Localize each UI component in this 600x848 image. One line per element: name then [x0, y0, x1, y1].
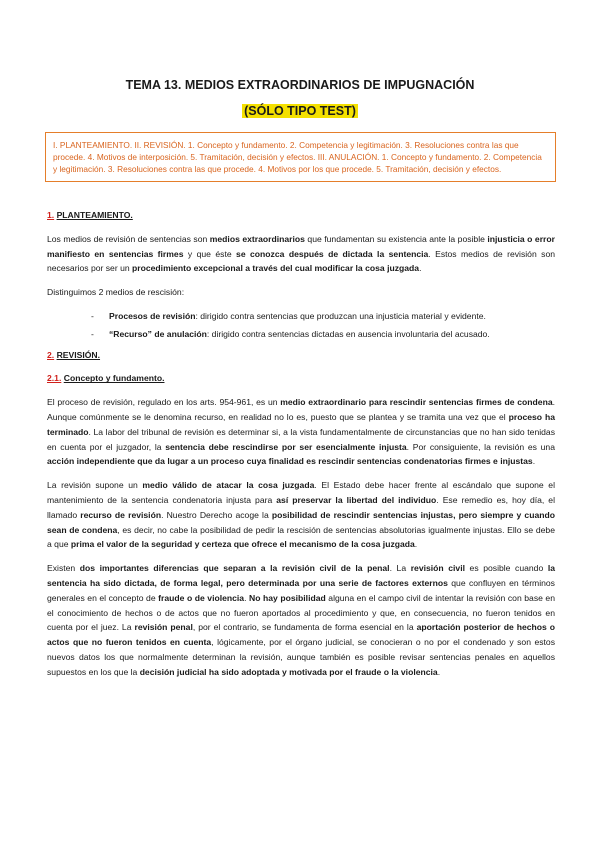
section-title: REVISIÓN. [56, 349, 101, 360]
section-title: PLANTEAMIENTO. [56, 210, 133, 220]
subsection-title: Concepto y fundamento. [63, 373, 165, 384]
rescission-list [47, 309, 555, 342]
subtitle-highlight: (SÓLO TIPO TEST) [244, 104, 356, 118]
paragraph-3: El proceso de revisión, regulado en los arts. 954-961, es un medio extraordinario para rescindir sentencias firmes de condena. Aunque comúnmente se le denomina recurso, en realidad no lo es, puesto que se plantea y se tramita una vez que el proceso ha terminado. La labor del tribunal de revisión es determinar si, a la vista fundamentalmente de circunstancias que no han sido tenidas en cuenta por el juzgador, la sentencia debe rescindirse por ser esencialmente injusta. Por consiguiente, la revisión es una acción independiente que da lugar a un proceso cuya finalidad es rescindir sentencias condenatorias firmes e injustas. [47, 397, 555, 467]
paragraph-5: Existen dos importantes diferencias que separan a la revisión civil de la penal. La revisión civil es posible cuando la sentencia ha sido dictada, de forma legal, pero determinada por una serie de factores externos que confluyen en términos generales en el concepto de fraude o de violencia. No hay posibilidad alguna en el campo civil de intentar la revisión con base en el conocimiento de hechos o de actos que no fueron aportados al procedimiento y que, en consecuencia, no fueron tenidos en cuenta por el juez. La revisión penal, por el contrario, se fundamenta de forma esencial en la aportación posterior de hechos o actos que no fueron tenidos en cuenta, lógicamente, por el órgano judicial, se conocieran o no por el condenado y son estos nuevos datos los que normalmente determinan la revisión, aunque también es posible revisar sentencias penales en aquellos supuestos en los que la decisión judicial ha sido adoptada y motivada por el fraude o la violencia. [47, 563, 556, 677]
section-heading-revision [47, 348, 555, 363]
paragraph-2: Distinguimos 2 medios de rescisión: [47, 287, 185, 298]
list-item: - “Recurso” de anulación: dirigido contra sentencias dictadas en ausencia involuntaria del acusado. [91, 328, 490, 339]
section-number: 2. [47, 349, 55, 360]
document-body [47, 208, 555, 689]
paragraph-4: La revisión supone un medio válido de atacar la cosa juzgada. El Estado debe hacer frente al escándalo que supone el mantenimiento de la sentencia condenatoria injusta para así preservar la libertad del individuo. Ese remedio es, hoy día, el llamado recurso de revisión. Nuestro Derecho acoge la posibilidad de rescindir sentencias injustas, pero siempre y cuando sean de condena, es decir, no cabe la posibilidad de pedir la rescisión de sentencias absolutorias igualmente injustas. Ello se debe a que prima el valor de la seguridad y certeza que ofrece el mecanismo de la cosa juzgada. [47, 480, 555, 550]
subsection-heading-concepto [47, 371, 555, 386]
section-heading-planteamiento [47, 208, 555, 223]
section-number: 1. [47, 210, 55, 220]
subsection-number: 2.1. [47, 373, 62, 384]
page-title: TEMA 13. MEDIOS EXTRAORDINARIOS DE IMPUGNACIÓN [125, 78, 475, 92]
table-of-contents: I. PLANTEAMIENTO. II. REVISIÓN. 1. Concepto y fundamento. 2. Competencia y legitimación. 3. Resoluciones contra las que procede. 4. Motivos de interposición. 5. Tramitación, decisión y efectos. III. ANULACIÓN. 1. Concepto y fundamento. 2. Competencia y legitimación. 3. Resoluciones contra las que procede. 4. Motivos por los que procede. 5. Tramitación, decisión y efectos. [45, 132, 556, 182]
page-subtitle [0, 104, 600, 118]
list-item: - Procesos de revisión: dirigido contra sentencias que produzcan una injusticia material y evidente. [91, 310, 486, 321]
paragraph-1: Los medios de revisión de sentencias son medios extraordinarios que fundamentan su existencia ante la posible injusticia o error manifiesto en sentencias firmes y que éste se conozca después de dictada la sentencia. Estos medios de revisión son necesarios por ser un procedimiento excepcional a través del cual modificar la cosa juzgada. [47, 233, 555, 274]
